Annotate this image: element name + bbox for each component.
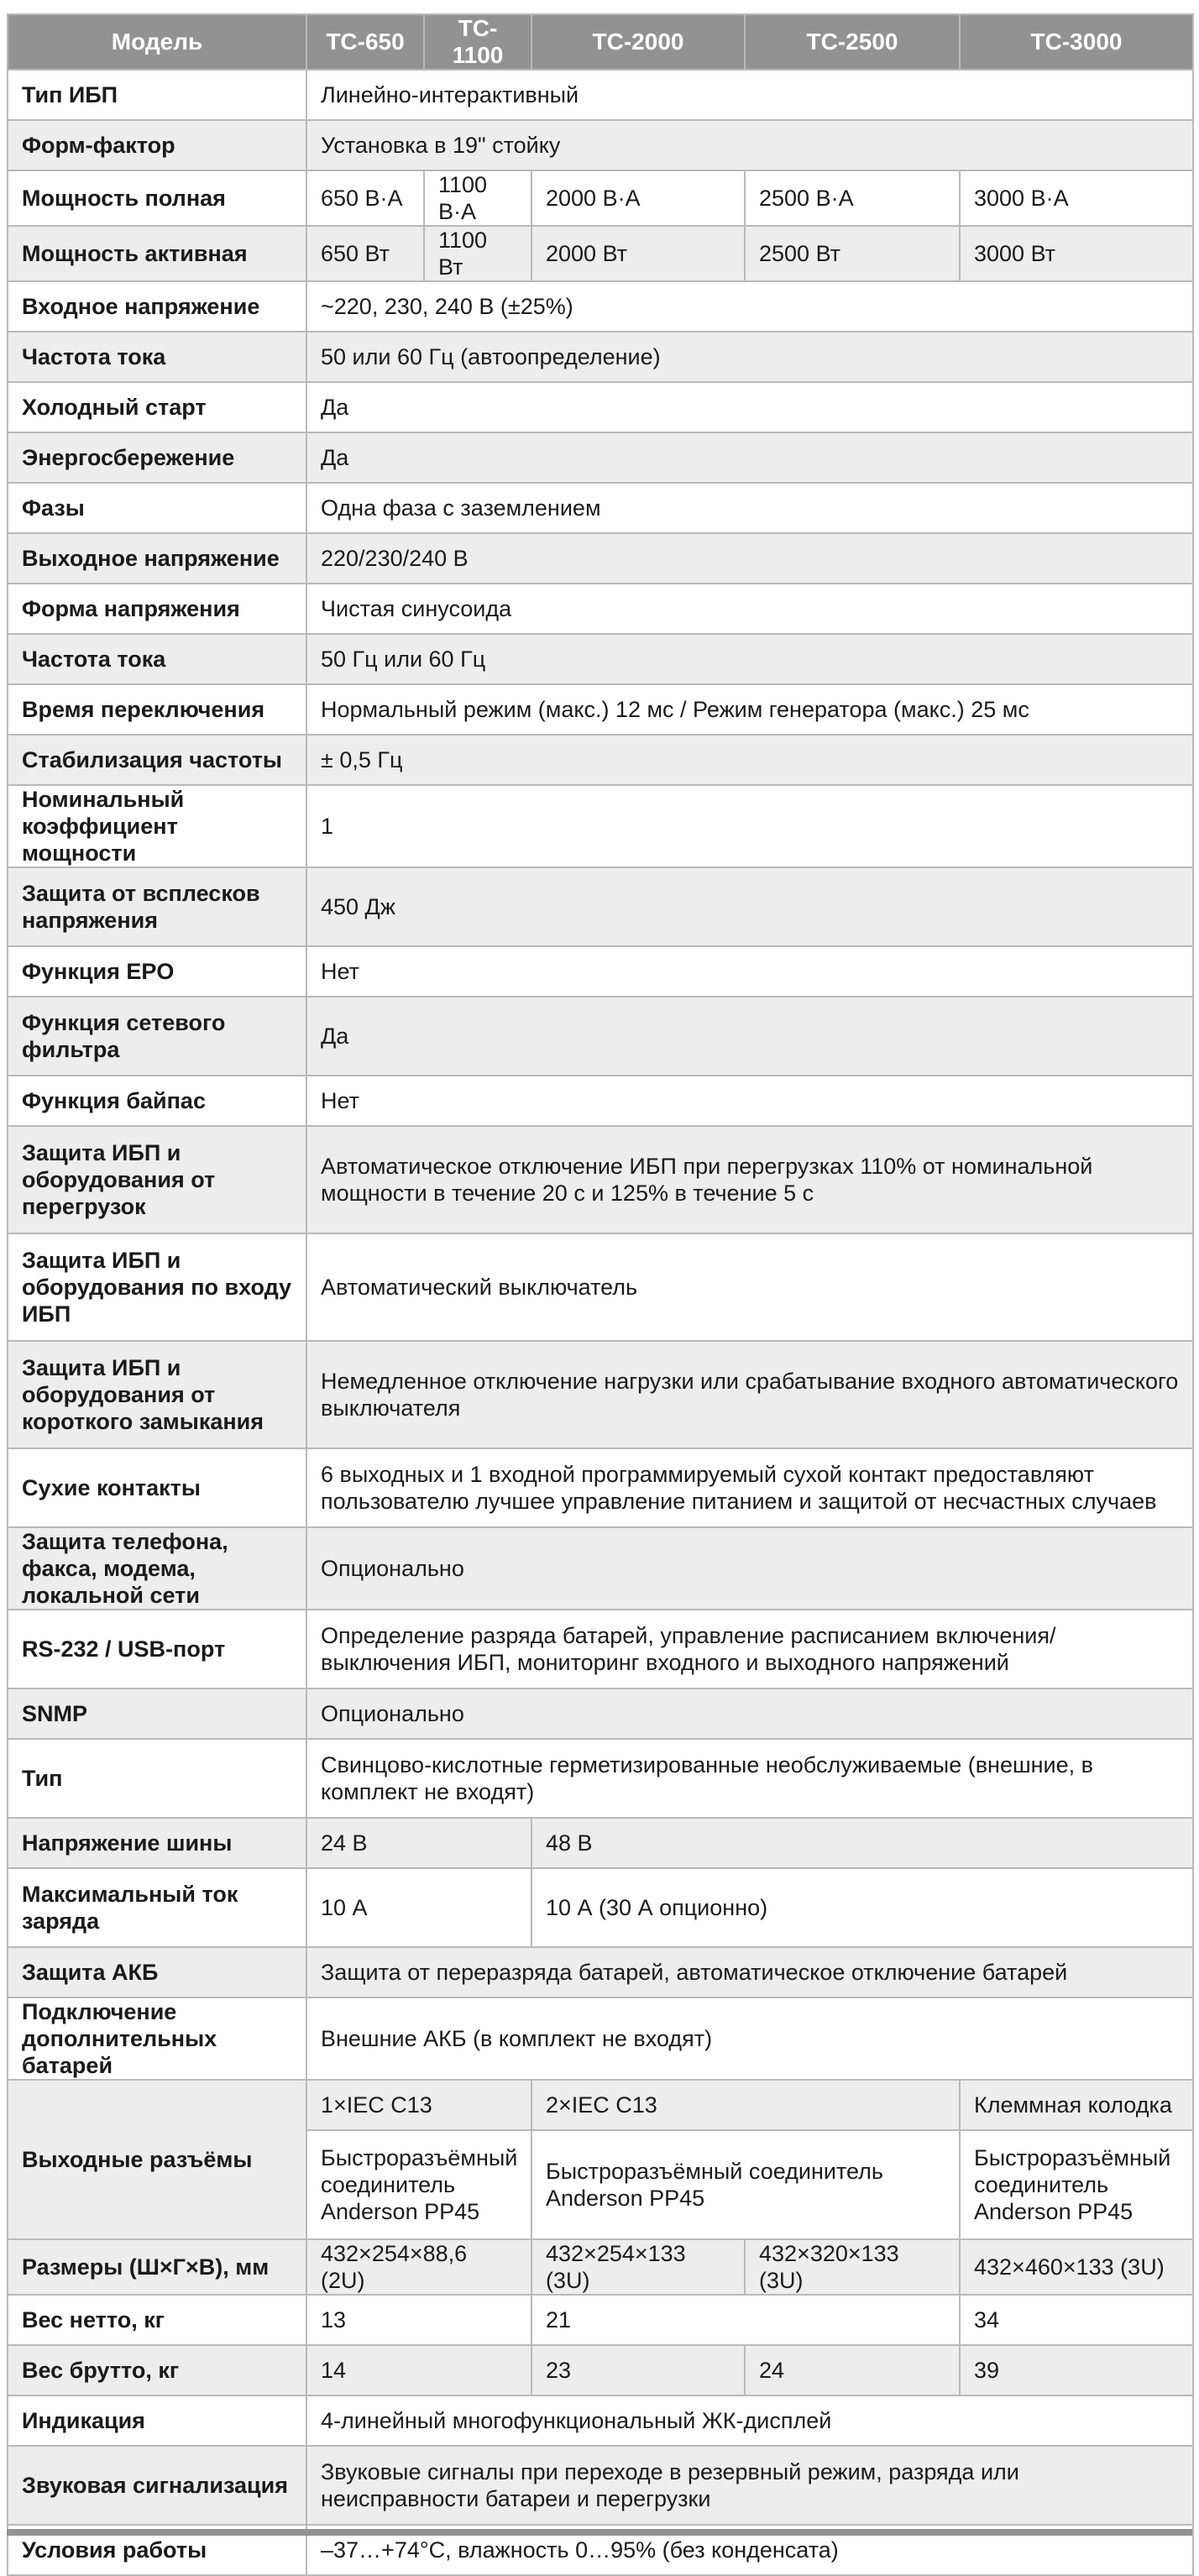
cell-tc650-1100: 10 А — [306, 1868, 531, 1947]
row-outputs-top — [8, 2080, 1193, 2130]
row-label: Звуковая сигнализация — [8, 2446, 306, 2525]
row-power-full — [8, 170, 1193, 226]
row-output-freq — [8, 634, 1193, 684]
cell-connector-tc3000: Быстроразъёмный соединитель Anderson PP45 — [960, 2130, 1193, 2239]
row-value: Чистая синусоида — [306, 584, 1193, 634]
row-snmp — [8, 1689, 1193, 1739]
row-label: Защита телефона, факса, модема, локальной сети — [8, 1527, 306, 1610]
row-max-charge — [8, 1868, 1193, 1947]
spec-table-frame — [7, 13, 1192, 2563]
row-energy-saving — [8, 432, 1193, 483]
row-line-filter — [8, 997, 1193, 1076]
row-value: –37…+74°C, влажность 0…95% (без конденсата) — [306, 2525, 1193, 2575]
row-label: Функция байпас — [8, 1076, 306, 1126]
row-label: Частота тока — [8, 332, 306, 382]
cell-tc2000: 432×254×133 (3U) — [531, 2239, 745, 2295]
bottom-rule — [7, 2529, 1192, 2536]
row-battery-type — [8, 1739, 1193, 1818]
cell-tc650-1100: 14 — [306, 2345, 531, 2395]
row-value: Да — [306, 382, 1193, 432]
row-value: Определение разряда батарей, управление расписанием включения/выключения ИБП, мониторинг входного и выходного напряжений — [306, 1610, 1193, 1689]
cell-tc2000: 23 — [531, 2345, 745, 2395]
row-dimensions — [8, 2239, 1193, 2295]
row-value: 50 или 60 Гц (автоопределение) — [306, 332, 1193, 382]
row-alarm — [8, 2446, 1193, 2525]
cell-tc2500: 432×320×133 (3U) — [745, 2239, 960, 2295]
row-value: ± 0,5 Гц — [306, 735, 1193, 785]
row-label: Выходное напряжение — [8, 533, 306, 584]
row-value: Одна фаза с заземлением — [306, 483, 1193, 533]
row-value: Опционально — [306, 1527, 1193, 1610]
row-value: Установка в 19" стойку — [306, 120, 1193, 170]
row-value: Немедленное отключение нагрузки или срабатывание входного автоматического выключателя — [306, 1341, 1193, 1448]
header-tc2500: TC-2500 — [745, 14, 960, 70]
row-value: 450 Дж — [306, 867, 1193, 946]
cell-tc3000: 34 — [960, 2295, 1193, 2345]
cell-tc650: 650 Вт — [306, 226, 424, 281]
cell-output-tc650-1100: 1×IEC C13 — [306, 2080, 531, 2130]
row-value: Нет — [306, 1076, 1193, 1126]
cell-tc650-1100: 24 В — [306, 1818, 531, 1868]
row-label: Выходные разъёмы — [8, 2080, 306, 2239]
row-label: Холодный старт — [8, 382, 306, 432]
row-label: Мощность полная — [8, 170, 306, 226]
row-label: Напряжение шины — [8, 1818, 306, 1868]
row-value: Защита от переразряда батарей, автоматическое отключение батарей — [306, 1947, 1193, 1997]
row-value: Нет — [306, 946, 1193, 997]
cell-tc2000-3000: 10 А (30 А опционно) — [531, 1868, 1193, 1947]
row-label: Условия работы — [8, 2525, 306, 2575]
cell-connector-tc650-1100: Быстроразъёмный соединитель Anderson PP45 — [306, 2130, 531, 2239]
cell-tc650-1100: 13 — [306, 2295, 531, 2345]
row-value: Внешние АКБ (в комплект не входят) — [306, 1997, 1193, 2080]
cell-tc2500: 24 — [745, 2345, 960, 2395]
row-dry-contacts — [8, 1448, 1193, 1527]
row-value: Автоматическое отключение ИБП при перегрузках 110% от номинальной мощности в течение 20 с и 125% в течение 5 с — [306, 1126, 1193, 1233]
row-cold-start — [8, 382, 1193, 432]
row-value: Да — [306, 997, 1193, 1076]
cell-tc3000: 39 — [960, 2345, 1193, 2395]
cell-tc3000: 3000 Вт — [960, 226, 1193, 281]
row-label: Вес нетто, кг — [8, 2295, 306, 2345]
row-overload-protection — [8, 1126, 1193, 1233]
header-tc2000: TC-2000 — [531, 14, 745, 70]
row-label: Защита от всплесков напряжения — [8, 867, 306, 946]
row-label: Защита ИБП и оборудования от короткого замыкания — [8, 1341, 306, 1448]
header-model: Модель — [8, 14, 306, 70]
cell-tc2500: 2500 В·А — [745, 170, 960, 226]
row-label: Форма напряжения — [8, 584, 306, 634]
row-label: Защита ИБП и оборудования по входу ИБП — [8, 1233, 306, 1341]
row-freq-stab — [8, 735, 1193, 785]
row-ups-type — [8, 70, 1193, 120]
row-transfer-time — [8, 684, 1193, 735]
row-label: Мощность активная — [8, 226, 306, 281]
row-label: Форм-фактор — [8, 120, 306, 170]
row-input-protection — [8, 1233, 1193, 1341]
header-tc1100: TC-1100 — [424, 14, 531, 70]
row-value: Нормальный режим (макс.) 12 мс / Режим генератора (макс.) 25 мс — [306, 684, 1193, 735]
row-label: Входное напряжение — [8, 281, 306, 332]
row-label: Номинальный коэффициент мощности — [8, 785, 306, 867]
cell-tc2000: 2000 В·А — [531, 170, 745, 226]
row-label: Индикация — [8, 2395, 306, 2446]
row-value: 4-линейный многофункциональный ЖК-дисплей — [306, 2395, 1193, 2446]
row-extra-batteries — [8, 1997, 1193, 2080]
cell-tc3000: 432×460×133 (3U) — [960, 2239, 1193, 2295]
row-battery-protection — [8, 1947, 1193, 1997]
row-value: ~220, 230, 240 В (±25%) — [306, 281, 1193, 332]
header-tc3000: TC-3000 — [960, 14, 1193, 70]
row-rs232 — [8, 1610, 1193, 1689]
cell-tc3000: 3000 В·А — [960, 170, 1193, 226]
row-label: Подключение дополнительных батарей — [8, 1997, 306, 2080]
row-value: 220/230/240 В — [306, 533, 1193, 584]
cell-tc650: 650 В·А — [306, 170, 424, 226]
row-label: RS-232 / USB-порт — [8, 1610, 306, 1689]
row-label: Фазы — [8, 483, 306, 533]
row-value: Опционально — [306, 1689, 1193, 1739]
row-value: Звуковые сигналы при переходе в резервный режим, разряда или неисправности батареи и перегрузки — [306, 2446, 1193, 2525]
cell-connector-tc2000-2500: Быстроразъёмный соединитель Anderson PP45 — [531, 2130, 960, 2239]
row-bus-voltage — [8, 1818, 1193, 1868]
header-row — [8, 14, 1193, 70]
row-label: Максимальный ток заряда — [8, 1868, 306, 1947]
cell-tc1100: 1100 В·А — [424, 170, 531, 226]
row-label: SNMP — [8, 1689, 306, 1739]
row-phone-protection — [8, 1527, 1193, 1610]
row-label: Энергосбережение — [8, 432, 306, 483]
cell-tc2500: 2500 Вт — [745, 226, 960, 281]
row-label: Защита АКБ — [8, 1947, 306, 1997]
row-input-freq — [8, 332, 1193, 382]
row-value: Свинцово-кислотные герметизированные необслуживаемые (внешние, в комплект не входят) — [306, 1739, 1193, 1818]
row-label: Тип — [8, 1739, 306, 1818]
cell-output-tc3000: Клеммная колодка — [960, 2080, 1193, 2130]
header-tc650: TC-650 — [306, 14, 424, 70]
row-output-voltage — [8, 533, 1193, 584]
cell-tc650-1100: 432×254×88,6 (2U) — [306, 2239, 531, 2295]
row-waveform — [8, 584, 1193, 634]
row-power-active — [8, 226, 1193, 281]
row-label: Вес брутто, кг — [8, 2345, 306, 2395]
row-label: Защита ИБП и оборудования от перегрузок — [8, 1126, 306, 1233]
row-phases — [8, 483, 1193, 533]
row-label: Сухие контакты — [8, 1448, 306, 1527]
row-label: Тип ИБП — [8, 70, 306, 120]
row-epo — [8, 946, 1193, 997]
row-bypass — [8, 1076, 1193, 1126]
row-display — [8, 2395, 1193, 2446]
row-label: Время переключения — [8, 684, 306, 735]
row-value: 6 выходных и 1 входной программируемый сухой контакт предоставляют пользователю лучшее управление питанием и защитой от несчастных случаев — [306, 1448, 1193, 1527]
row-short-protection — [8, 1341, 1193, 1448]
row-value: Автоматический выключатель — [306, 1233, 1193, 1341]
row-input-voltage — [8, 281, 1193, 332]
cell-tc2000-2500: 21 — [531, 2295, 960, 2345]
row-gross-weight — [8, 2345, 1193, 2395]
cell-tc2000-3000: 48 В — [531, 1818, 1193, 1868]
row-power-factor — [8, 785, 1193, 867]
cell-tc1100: 1100 Вт — [424, 226, 531, 281]
row-label: Стабилизация частоты — [8, 735, 306, 785]
spec-table — [7, 13, 1194, 2576]
row-label: Функция сетевого фильтра — [8, 997, 306, 1076]
row-net-weight — [8, 2295, 1193, 2345]
row-value: Да — [306, 432, 1193, 483]
row-label: Частота тока — [8, 634, 306, 684]
cell-tc2000: 2000 Вт — [531, 226, 745, 281]
cell-output-tc2000-2500: 2×IEC C13 — [531, 2080, 960, 2130]
row-label: Размеры (Ш×Г×В), мм — [8, 2239, 306, 2295]
row-surge-protection — [8, 867, 1193, 946]
row-label: Функция EPO — [8, 946, 306, 997]
row-value: Линейно-интерактивный — [306, 70, 1193, 120]
row-form-factor — [8, 120, 1193, 170]
row-value: 1 — [306, 785, 1193, 867]
row-value: 50 Гц или 60 Гц — [306, 634, 1193, 684]
